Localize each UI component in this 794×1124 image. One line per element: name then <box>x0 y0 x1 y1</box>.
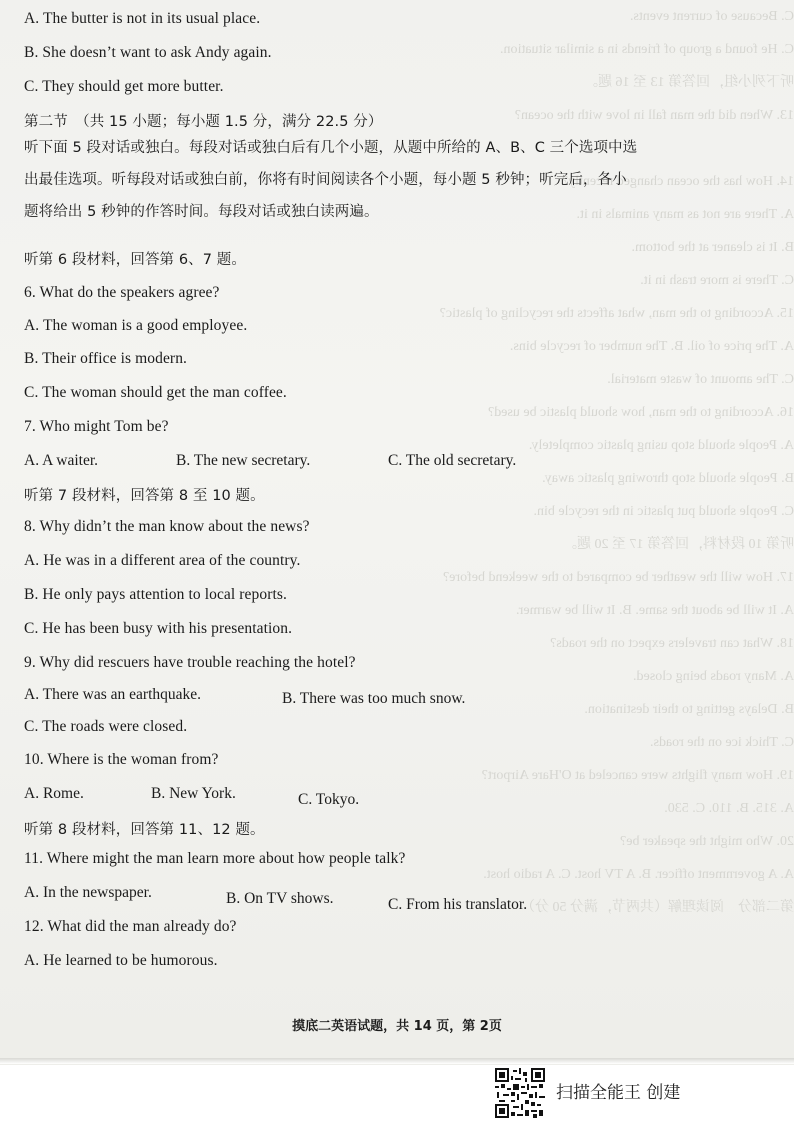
q9-option-c: C. The roads were closed. <box>24 718 188 735</box>
q9-option-a: A. There was an earthquake. <box>24 686 202 703</box>
q6-option-c: C. The woman should get the man coffee. <box>24 384 287 401</box>
q6-option-b: B. Their office is modern. <box>24 350 188 367</box>
material-6-heading: 听第 6 段材料，回答第 6、7 题。 <box>24 252 247 268</box>
qr-code-icon <box>495 1068 545 1118</box>
q5-option-c: C. They should get more butter. <box>24 78 224 95</box>
q12-option-a: A. He learned to be humorous. <box>24 952 218 969</box>
q11-option-b: B. On TV shows. <box>226 890 334 907</box>
q8-option-a: A. He was in a different area of the country. <box>24 552 301 569</box>
q7-option-b: B. The new secretary. <box>176 452 311 469</box>
material-7-heading: 听第 7 段材料，回答第 8 至 10 题。 <box>24 488 265 504</box>
instructions-line-2: 出最佳选项。听每段对话或独白前，你将有时间阅读各个小题，每小题 5 秒钟；听完后，各小 <box>24 172 627 188</box>
q6-option-a: A. The woman is a good employee. <box>24 317 248 334</box>
q9-option-b: B. There was too much snow. <box>282 690 466 707</box>
q10-option-a: A. Rome. <box>24 785 84 802</box>
page-edge <box>0 1058 794 1064</box>
q10-option-b: B. New York. <box>151 785 236 802</box>
q11-option-c: C. From his translator. <box>388 896 528 913</box>
instructions-line-3: 题将给出 5 秒钟的作答时间。每段对话或独白读两遍。 <box>24 204 379 220</box>
q7-option-c: C. The old secretary. <box>388 452 517 469</box>
q5-option-b: B. She doesn’t want to ask Andy again. <box>24 44 272 61</box>
instructions-line-1: 听下面 5 段对话或独白。每段对话或独白后有几个小题，从题中所给的 A、B、C 三个选项中选 <box>24 140 638 156</box>
scanner-watermark: 扫描全能王 创建 <box>556 1083 681 1103</box>
material-8-heading: 听第 8 段材料，回答第 11、12 题。 <box>24 822 265 838</box>
q8-option-c: C. He has been busy with his presentation. <box>24 620 293 637</box>
section-heading: 第二节 （共 15 小题；每小题 1.5 分，满分 22.5 分） <box>24 114 383 130</box>
q7-option-a: A. A waiter. <box>24 452 99 469</box>
question-12: 12. What did the man already do? <box>24 918 237 935</box>
q5-option-a: A. The butter is not in its usual place. <box>24 10 261 27</box>
question-6: 6. What do the speakers agree? <box>24 284 220 301</box>
q8-option-b: B. He only pays attention to local reports. <box>24 586 288 603</box>
question-7: 7. Who might Tom be? <box>24 418 169 435</box>
question-11: 11. Where might the man learn more about how people talk? <box>24 850 406 867</box>
question-9: 9. Why did rescuers have trouble reaching the hotel? <box>24 654 356 671</box>
question-8: 8. Why didn’t the man know about the news? <box>24 518 310 535</box>
question-10: 10. Where is the woman from? <box>24 751 219 768</box>
q11-option-a: A. In the newspaper. <box>24 884 152 901</box>
page-footer: 摸底二英语试题，共 14 页，第 2页 <box>292 1019 502 1034</box>
show-through-text: C. Because of current events. C. He found a group of friends in a similar situation. 听下列小组，回答第 13 至 16 题。 13. When did the man fall in love with the ocean? 14. How has the ocean changed recently? A. There are not as many animals in it. B. It is cleaner at the bottom. C. There is more trash in it. 15. According to the man, what affects the recycling of plastic? A. The price of oil. B. The number of recycle bins. C. The amount of waste material. 16. According to the man, how should plastic be used? A. People should stop using plastic completely. B. People should stop throwing plastic away. C. People should put plastic in the recycle bin. 听第 10 段材料，回答第 17 至 20 题。 17. How will the weather be compared to the weekend before? A. It will be about the same. B. It will be warmer. 18. What can travelers expect on the roads? A. Many roads being closed. B. Delays getting to their destination. C. Thick ice on the roads. 19. How many flights were canceled at O'Hare Airport? A. 315. B. 110. C. 530. 20. Who might the speaker be? A. A government officer. B. A TV host. C. A radio host. 第二部分 阅读理解（共两节，满分 50 分） <box>439 9 794 915</box>
q10-option-c: C. Tokyo. <box>298 791 360 808</box>
